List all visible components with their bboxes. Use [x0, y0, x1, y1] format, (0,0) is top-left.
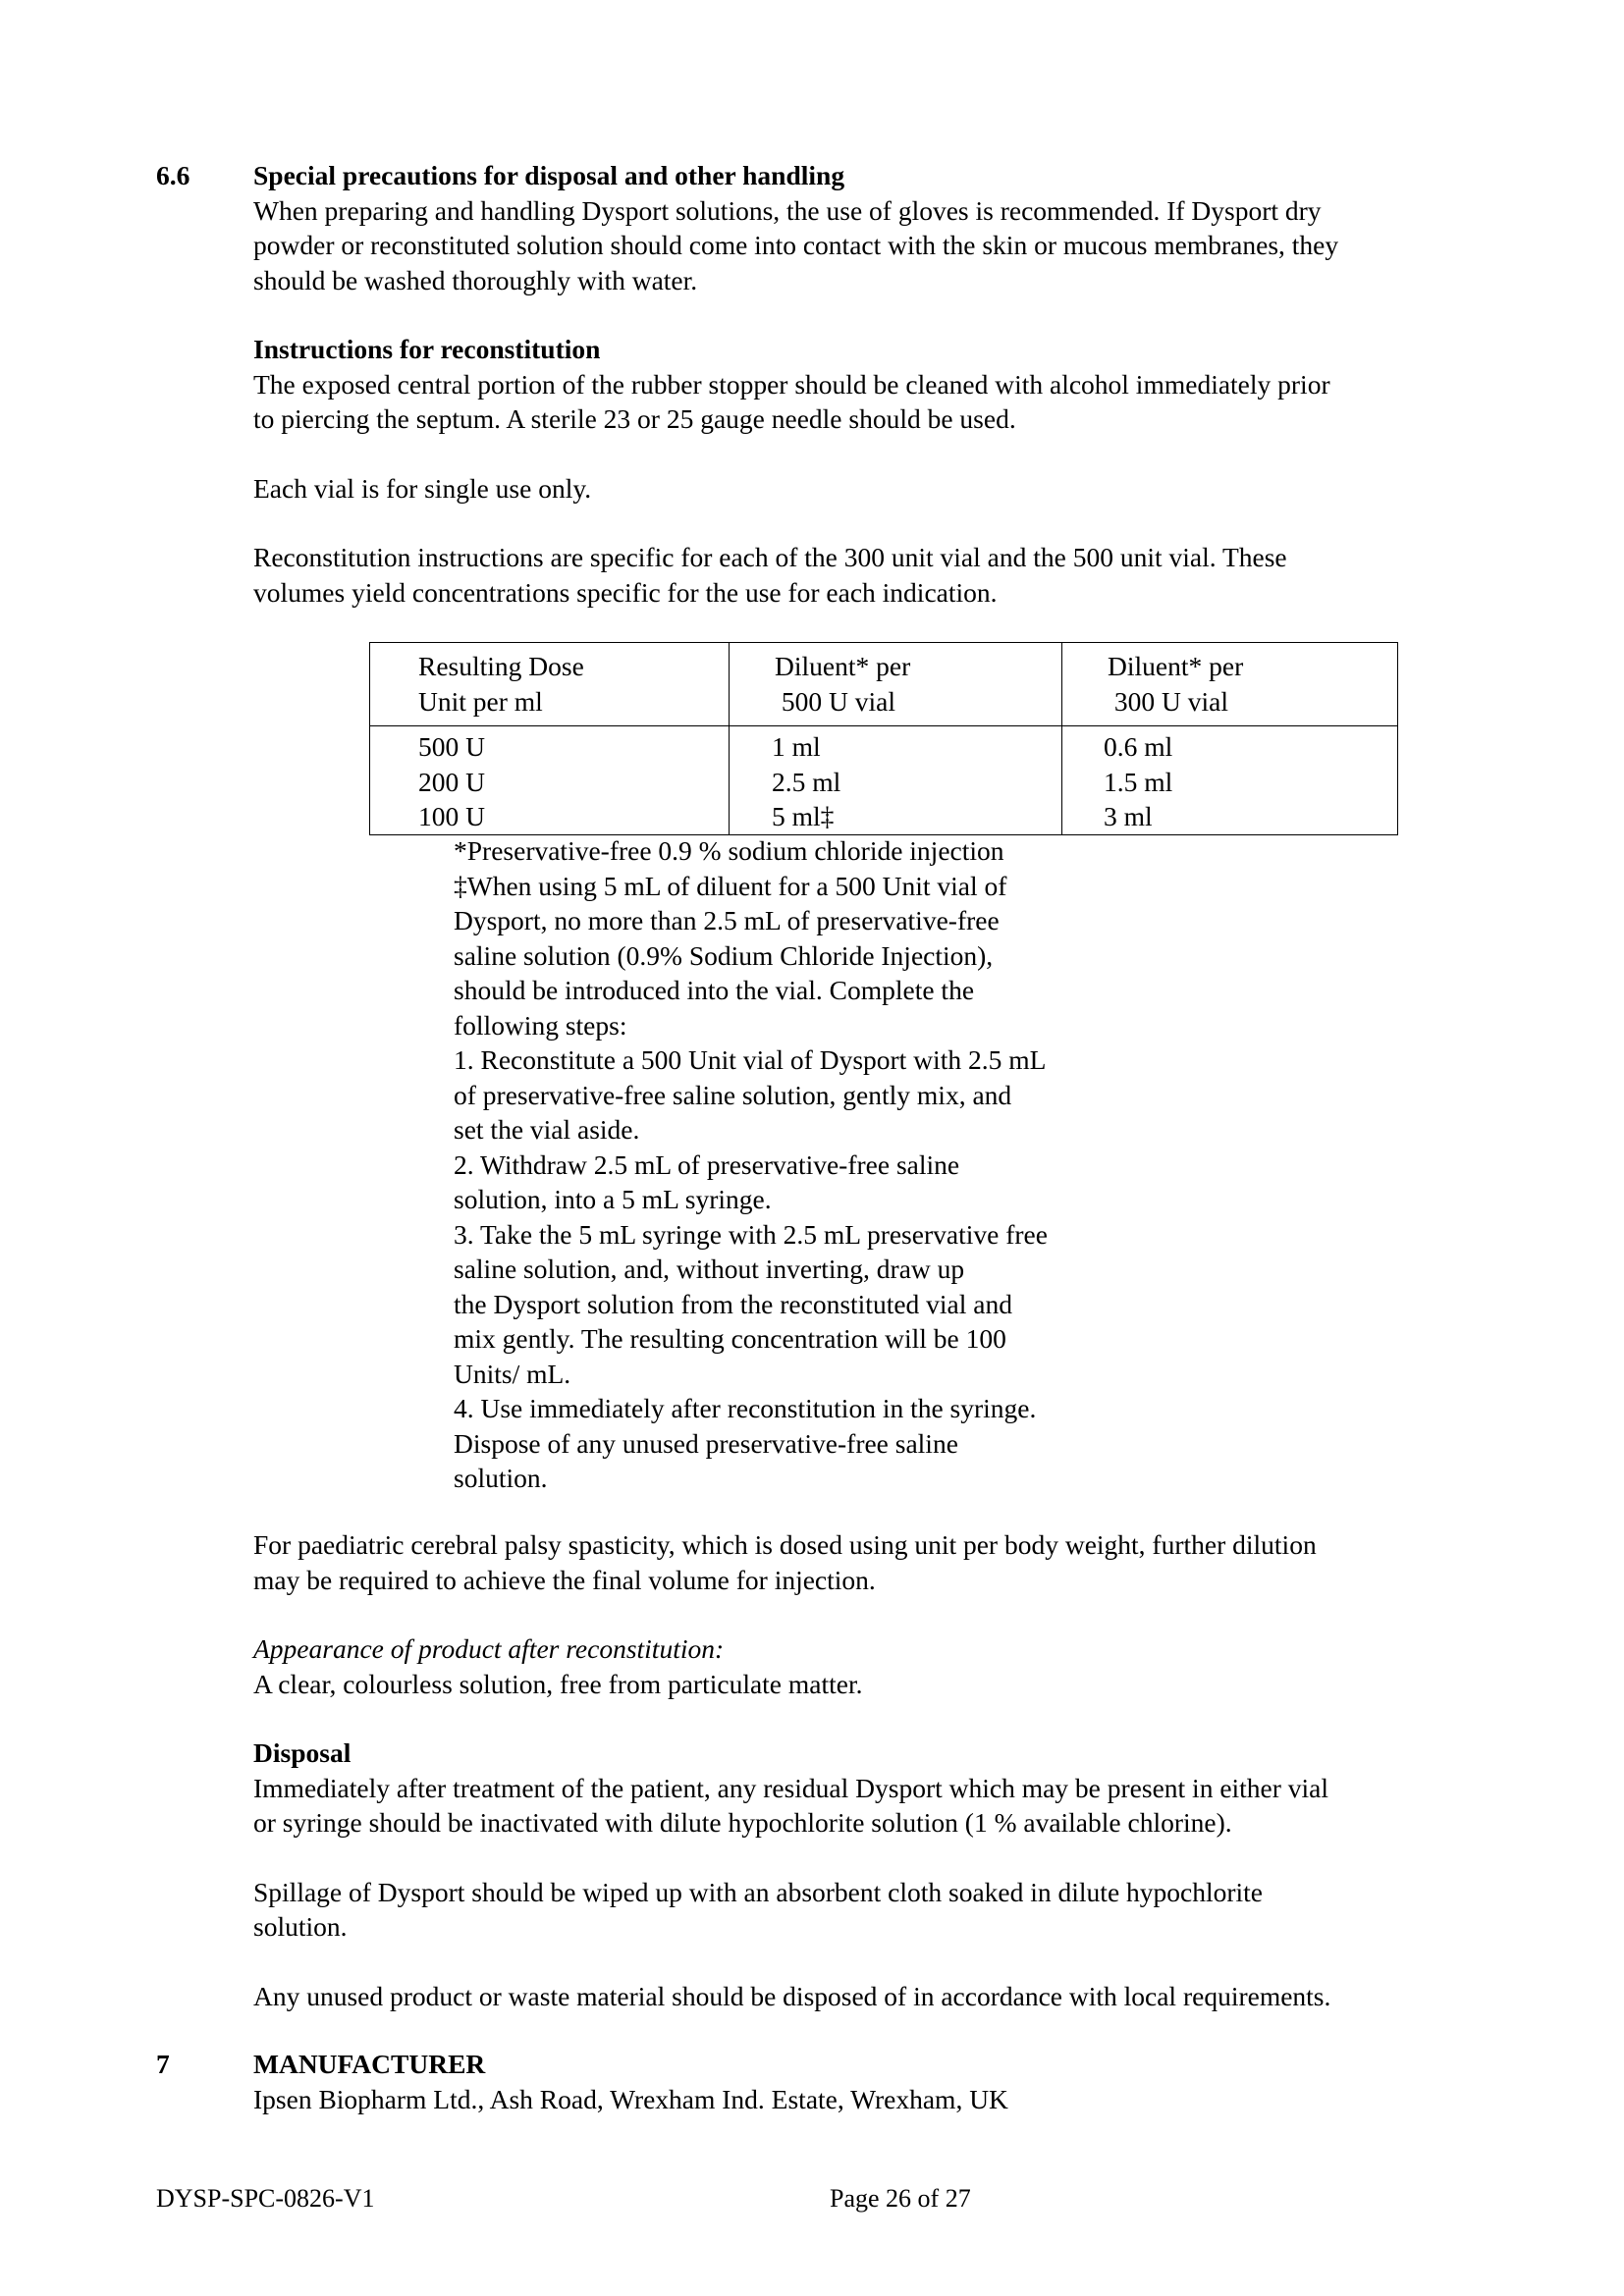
header-cell: [370, 643, 730, 726]
cell-text: 1.5 ml: [1104, 766, 1173, 797]
note-line: solution.: [454, 1463, 548, 1493]
cell-text: 0.6 ml: [1104, 731, 1173, 762]
text-line: The exposed central portion of the rubber stopper should be cleaned with alcohol immediately prior: [253, 368, 1330, 400]
note-line: mix gently. The resulting concentration will be 100: [454, 1323, 1006, 1354]
section-heading: MANUFACTURER: [253, 2049, 486, 2079]
text-line: volumes yield concentrations specific for the use for each indication.: [253, 576, 998, 608]
cell-text: 3 ml: [1104, 801, 1153, 831]
table-header-row: [370, 643, 1398, 726]
note-line: ‡When using 5 mL of diluent for a 500 Unit vial of: [454, 870, 1007, 901]
dose-table: [369, 642, 1398, 835]
cell-text: 2.5 ml: [772, 766, 841, 797]
reconstitution-paragraph: [253, 367, 1490, 437]
text-line: Spillage of Dysport should be wiped up with an absorbent cloth soaked in dilute hypochlorite: [253, 1876, 1264, 1907]
note-line: 4. Use immediately after reconstitution in the syringe.: [454, 1393, 1037, 1423]
section-heading: Special precautions for disposal and other handling: [253, 160, 845, 190]
note-line: solution, into a 5 mL syringe.: [454, 1184, 772, 1214]
section-number-7: 7: [156, 2049, 170, 2079]
text-line: may be required to achieve the final volume for injection.: [253, 1564, 876, 1595]
text-line: powder or reconstituted solution should come into contact with the skin or mucous membranes, they: [253, 230, 1339, 260]
cell-text: 1 ml: [772, 731, 821, 762]
text-line: Reconstitution instructions are specific for each of the 300 unit vial and the 500 unit vial. These: [253, 542, 1287, 572]
appearance-text: A clear, colourless solution, free from particulate matter.: [253, 1668, 863, 1699]
after-table-body: [253, 1527, 1490, 2013]
table-cell: [370, 726, 730, 835]
table-cell: [1062, 726, 1398, 835]
spillage-paragraph: [253, 1875, 1490, 1945]
note-line: Units/ mL.: [454, 1358, 571, 1389]
reconstitution-heading: Instructions for reconstitution: [253, 334, 601, 364]
note-line: Dysport, no more than 2.5 mL of preservative-free: [454, 905, 1000, 935]
note-line: Dispose of any unused preservative-free saline: [454, 1427, 958, 1459]
note-line: saline solution, and, without inverting, draw up: [454, 1254, 965, 1284]
header-text: 300 U vial: [1108, 685, 1228, 717]
header-text: Resulting Dose: [418, 651, 584, 681]
section-number-6-6: 6.6: [156, 160, 190, 190]
text-line: solution.: [253, 1911, 348, 1942]
note-line: 1. Reconstitute a 500 Unit vial of Dysport with 2.5 mL: [454, 1044, 1047, 1075]
table-cell: [730, 726, 1062, 835]
table-notes: [454, 833, 1161, 1496]
paediatric-paragraph: [253, 1527, 1490, 1597]
note-line: saline solution (0.9% Sodium Chloride Injection),: [454, 939, 994, 971]
gloves-paragraph: [253, 193, 1490, 298]
text-line: to piercing the septum. A sterile 23 or 25 gauge needle should be used.: [253, 403, 1016, 434]
header-cell: [1062, 643, 1398, 726]
manufacturer-address: Ipsen Biopharm Ltd., Ash Road, Wrexham Ind. Estate, Wrexham, UK: [253, 2083, 1008, 2114]
text-line: For paediatric cerebral palsy spasticity, which is dosed using unit per body weight, further dilution: [253, 1529, 1317, 1560]
cell-text: 500 U: [418, 731, 485, 762]
note-line: 2. Withdraw 2.5 mL of preservative-free saline: [454, 1148, 960, 1180]
header-cell: [730, 643, 1062, 726]
text-line: Immediately after treatment of the patient, any residual Dysport which may be present in either vial: [253, 1772, 1329, 1803]
appearance-heading: Appearance of product after reconstitution:: [253, 1633, 725, 1664]
note-line: of preservative-free saline solution, gently mix, and: [454, 1079, 1012, 1110]
footer-doc-id: DYSP-SPC-0826-V1: [156, 2184, 375, 2213]
note-line: 3. Take the 5 mL syringe with 2.5 mL preservative free: [454, 1218, 1048, 1250]
header-text: Diluent* per: [775, 651, 911, 681]
text-line: should be washed thoroughly with water.: [253, 264, 698, 295]
header-text: Unit per ml: [418, 685, 543, 717]
cell-text: 100 U: [418, 801, 485, 831]
section-6-6-body: [253, 158, 1490, 610]
single-use-paragraph: Each vial is for single use only.: [253, 472, 592, 504]
table-row: [370, 726, 1398, 835]
footer-page-number: Page 26 of 27: [830, 2184, 971, 2213]
unused-paragraph: Any unused product or waste material should be disposed of in accordance with local requirements.: [253, 1980, 1331, 2011]
text-line: When preparing and handling Dysport solutions, the use of gloves is recommended. If Dysport dry: [253, 194, 1322, 226]
disposal-heading: Disposal: [253, 1737, 352, 1768]
text-line: or syringe should be inactivated with dilute hypochlorite solution (1 % available chlorine).: [253, 1807, 1232, 1838]
note-line: following steps:: [454, 1009, 627, 1041]
specific-paragraph: [253, 540, 1490, 610]
note-line: *Preservative-free 0.9 % sodium chloride injection: [454, 835, 1004, 866]
note-line: should be introduced into the vial. Complete the: [454, 975, 975, 1005]
note-line: set the vial aside.: [454, 1114, 640, 1145]
disposal-paragraph: [253, 1771, 1490, 1841]
section-7-body: [253, 2047, 1490, 2116]
header-text: 500 U vial: [775, 685, 895, 717]
header-text: Diluent* per: [1108, 651, 1244, 681]
cell-text: 5 ml‡: [772, 801, 835, 831]
cell-text: 200 U: [418, 766, 485, 797]
note-line: the Dysport solution from the reconstituted vial and: [454, 1288, 1012, 1319]
